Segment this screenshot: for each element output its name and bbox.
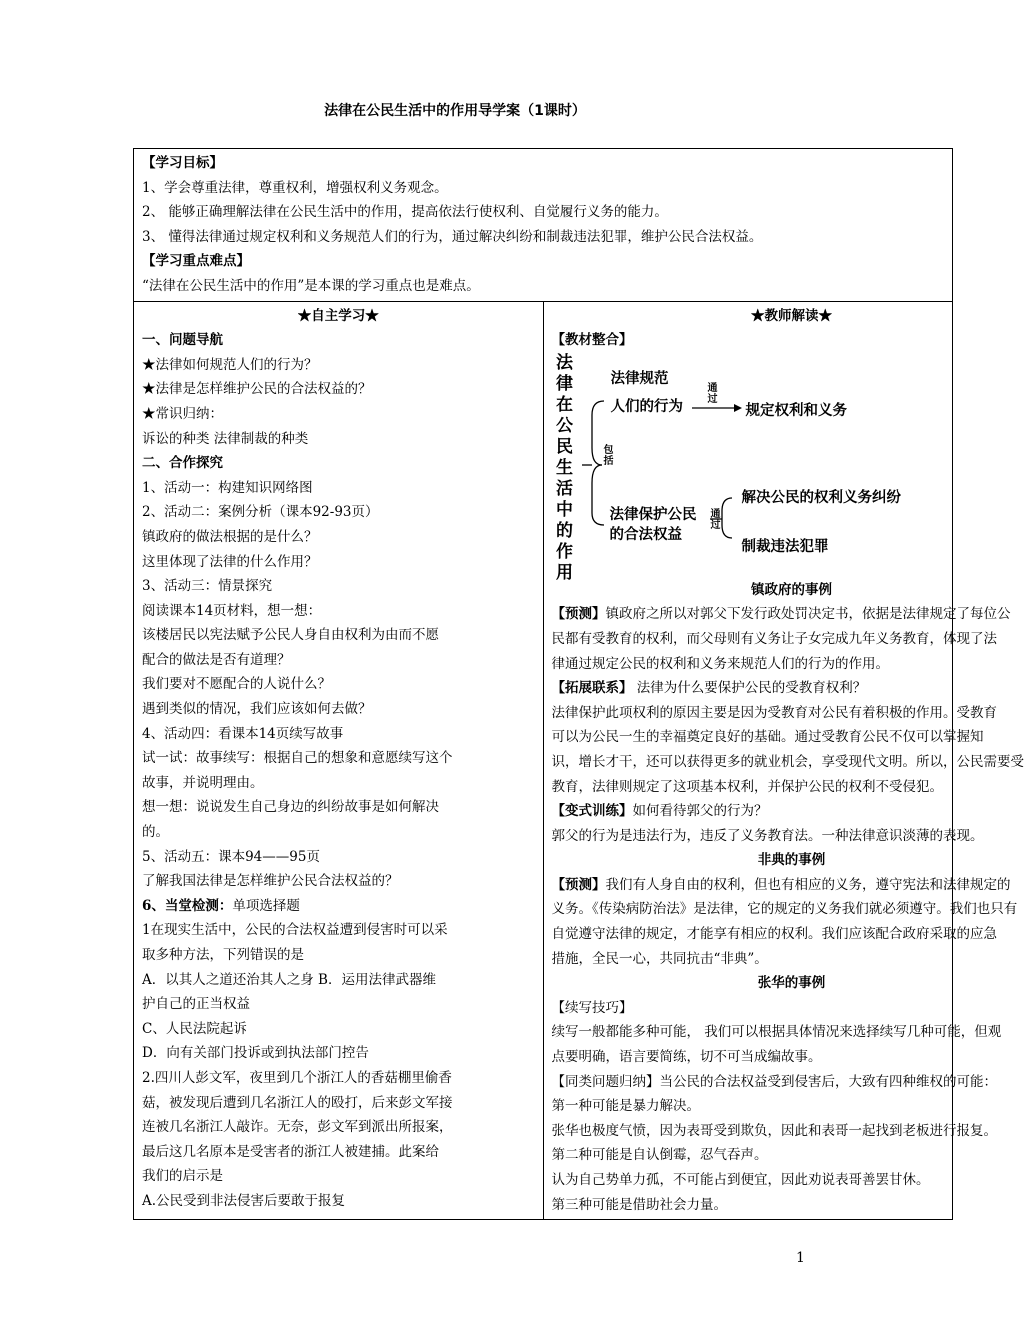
text-line	[552, 1119, 1032, 1144]
line-text: 菇，被发现后遭到几名浙江人的殴打，后来彭文军接	[142, 1094, 453, 1111]
line-text: C、人民法院起诉	[142, 1020, 247, 1037]
line-text: 非典的事例	[757, 852, 826, 869]
line-text: ★常识归纳：	[142, 405, 223, 422]
text-line	[142, 574, 535, 599]
key-points-heading: 【学习重点难点】	[142, 253, 250, 270]
line-text: 第一种可能是暴力解决。	[551, 1098, 700, 1115]
line-text: D．向有关部门投诉或到执法部门控告	[142, 1045, 369, 1062]
text-line	[142, 894, 535, 919]
integration-heading: 【教材整合】	[551, 332, 633, 349]
text-line	[552, 1045, 1032, 1070]
line-text: 镇政府的做法根据的是什么？	[142, 528, 318, 545]
section-label: 【预测】	[551, 606, 606, 623]
line-text: 教育，法律则规定了这项基本权利，并保护公民的权利不受侵犯。	[551, 778, 943, 795]
line-text: 遇到类似的情况，我们应该如何去做？	[142, 701, 372, 718]
line-text: 郭父的行为是违法行为，违反了义务教育法。一种法律意识淡薄的表现。	[551, 827, 984, 844]
line-text: ★法律是怎样维护公民的合法权益的？	[142, 381, 372, 398]
text-line	[552, 775, 1032, 800]
line-text: 诉讼的种类 法律制裁的种类	[142, 430, 309, 447]
page-title	[0, 100, 950, 120]
diagram-branch2-line1: 法律保护公民	[609, 506, 697, 523]
line-text: 3、活动三：情景探究	[142, 578, 273, 595]
text-line	[142, 1115, 535, 1140]
study-guide-table	[133, 148, 1024, 1220]
text-line	[142, 353, 535, 378]
line-text: 法律为什么要保护公民的受教育权利？	[632, 680, 867, 697]
line-text: 想一想：说说发生自己身边的纠纷故事是如何解决	[142, 799, 439, 816]
line-text: 我们有人身自由的权利，但也有相应的义务，遵守宪法和法律规定的	[605, 876, 1011, 893]
text-line	[552, 701, 1032, 726]
line-text: 2.四川人彭文军，夜里到几个浙江人的香菇棚里偷香	[142, 1069, 452, 1086]
line-text: 5、活动五：课本94——95页	[142, 848, 320, 865]
text-line	[552, 996, 1032, 1021]
text-line	[142, 697, 535, 722]
self-study-header: ★自主学习★	[297, 307, 379, 324]
text-line	[142, 648, 535, 673]
line-text: 张华的事例	[757, 975, 826, 992]
text-line	[142, 795, 535, 820]
text-line	[142, 451, 535, 476]
line-text: 了解我国法律是怎样维护公民合法权益的？	[142, 873, 399, 890]
text-line	[552, 947, 1032, 972]
text-line	[552, 627, 1032, 652]
section-label: 【预测】	[551, 876, 606, 893]
line-text: 1在现实生活中，公民的合法权益遭到侵害时可以采	[142, 922, 448, 939]
text-line	[142, 992, 535, 1017]
text-line	[552, 897, 1032, 922]
diagram-result1: 规定权利和义务	[745, 402, 847, 419]
line-text: 民都有受教育的权利，而父母则有义务让子女完成九年义务教育，体现了法	[551, 630, 997, 647]
text-line	[142, 918, 535, 943]
text-line	[552, 750, 1032, 775]
teacher-column	[543, 301, 1024, 1220]
text-line	[552, 848, 1032, 873]
diagram-main-title: 法 律 在 公 民 生 活 中 的 作 用	[556, 352, 573, 583]
text-line	[552, 922, 1032, 947]
text-line	[552, 1193, 1032, 1218]
line-text: ★法律如何规范人们的行为？	[142, 356, 318, 373]
text-line	[552, 824, 1032, 849]
line-text: 第三种可能是借助社会力量。	[551, 1196, 727, 1213]
text-line	[552, 1070, 1032, 1095]
section-label: 【拓展联系】	[551, 680, 633, 697]
line-text: 法律保护此项权利的原因主要是因为受教育对公民有着积极的作用。受教育	[551, 704, 997, 721]
diagram-branch2-line2: 的合法权益	[609, 526, 682, 543]
line-text: 律通过规定公民的权利和义务来规范人们的行为的作用。	[551, 655, 889, 672]
goal-item: 2、 能够正确理解法律在公民生活中的作用，提高依法行使权利、自觉履行义务的能力。	[142, 204, 668, 221]
page-title-text: 法律在公民生活中的作用导学案（1课时）	[324, 103, 586, 119]
text-line	[552, 799, 1032, 824]
diagram-result2a: 解决公民的权利义务纠纷	[741, 489, 901, 506]
text-line	[142, 377, 535, 402]
text-line	[142, 845, 535, 870]
text-line	[552, 1143, 1032, 1168]
text-line	[552, 971, 1032, 996]
line-text: 的。	[142, 824, 169, 841]
text-line	[552, 1020, 1032, 1045]
line-text: 【同类问题归纳】当公民的合法权益受到侵害后，大致有四种维权的可能：	[551, 1073, 997, 1090]
diagram-branch1-line1: 法律规范	[610, 370, 669, 387]
line-text: 如何看待郭父的行为？	[632, 803, 768, 820]
line-text: 配合的做法是否有道理？	[142, 651, 291, 668]
text-line	[142, 943, 535, 968]
text-line	[142, 500, 535, 525]
key-points-text: “法律在公民生活中的作用”是本课的学习重点也是难点。	[142, 277, 480, 294]
text-line	[552, 652, 1032, 677]
line-text: A．以其人之道还治其人之身 B．运用法律武器维	[142, 971, 436, 988]
text-line	[142, 1017, 535, 1042]
line-text: 可以为公民一生的幸福奠定良好的基础。通过受教育公民不仅可以掌握知	[551, 729, 984, 746]
text-line	[142, 1091, 535, 1116]
text-line	[142, 746, 535, 771]
line-text: 试一试：故事续写：根据自己的想象和意愿续写这个	[142, 750, 453, 767]
text-line	[142, 672, 535, 697]
goal-item: 3、 懂得法律通过规定权利和义务规范人们的行为，通过解决纠纷和制裁违法犯罪，维护公民合法权益。	[142, 228, 763, 245]
line-text: A.公民受到非法侵害后要敢于报复	[142, 1192, 346, 1209]
line-text: 义务。《传染病防治法》是法律，它的规定的义务我们就必须遵守。我们也只有	[551, 901, 1018, 918]
text-line	[552, 725, 1032, 750]
diagram-via2-label: 通 过	[710, 508, 721, 531]
line-text: 【续写技巧】	[551, 999, 633, 1016]
line-text: 张华也极度气愤，因为表哥受到欺负，因此和表哥一起找到老板进行报复。	[551, 1122, 997, 1139]
line-text: 4、活动四：看课本14页续写故事	[142, 725, 344, 742]
diagram-includes-label: 包 括	[603, 444, 614, 467]
line-text: 6、当堂检测：	[142, 897, 233, 914]
line-text: 续写一般都能多种可能， 我们可以根据具体情况来选择续写几种可能，但观	[551, 1024, 1002, 1041]
line-text: 二、合作探究	[142, 455, 223, 472]
text-line	[142, 771, 535, 796]
text-line	[142, 623, 535, 648]
line-text: 故事，并说明理由。	[142, 774, 264, 791]
line-text: 识，增长才干，还可以获得更多的就业机会，享受现代文明。所以，公民需要受	[551, 753, 1024, 770]
teacher-header: ★教师解读★	[751, 307, 832, 324]
text-line	[142, 968, 535, 993]
text-line	[142, 722, 535, 747]
line-text: 2、活动二：案例分析（课本92-93页）	[142, 504, 379, 521]
text-line	[142, 1066, 535, 1091]
text-line	[142, 1140, 535, 1165]
text-line	[142, 1189, 535, 1214]
line-rest: 单项选择题	[232, 897, 300, 914]
line-text: 连被几名浙江人敲诈。无奈，彭文军到派出所报案，	[142, 1119, 453, 1136]
text-line	[142, 427, 535, 452]
line-text: 我们的启示是	[142, 1168, 223, 1185]
goal-item: 1、学会尊重法律，尊重权利，增强权利义务观念。	[142, 179, 448, 196]
line-text: 第二种可能是自认倒霉，忍气吞声。	[551, 1147, 768, 1164]
line-text: 点要明确，语言要简练，切不可当成编故事。	[551, 1049, 822, 1066]
text-line	[552, 873, 1032, 898]
text-line	[142, 550, 535, 575]
line-text: 自觉遵守法律的规定，才能享有相应的权利。我们应该配合政府采取的应急	[551, 926, 997, 943]
text-line	[142, 328, 535, 353]
line-text: 这里体现了法律的什么作用？	[142, 553, 318, 570]
line-text: 认为自己势单力孤，不可能占到便宜，因此劝说表哥善罢甘休。	[551, 1172, 930, 1188]
self-study-column	[134, 301, 544, 1220]
diagram-branch1-line2: 人们的行为	[610, 398, 683, 415]
line-text: 一、问题导航	[142, 332, 223, 349]
diagram-via1-label: 通 过	[707, 382, 718, 405]
line-text: 护自己的正当权益	[142, 996, 250, 1013]
line-text: 我们要对不愿配合的人说什么？	[142, 676, 331, 693]
goals-heading: 【学习目标】	[142, 155, 223, 171]
teacher-content	[552, 578, 1032, 1217]
line-text: 镇政府的事例	[751, 581, 832, 598]
line-text: 该楼居民以宪法赋予公民人身自由权利为由而不愿	[142, 627, 439, 644]
diagram-result2b: 制裁违法犯罪	[741, 538, 829, 555]
text-line	[552, 578, 1032, 603]
text-line	[142, 476, 535, 501]
line-text: 取多种方法，下列错误的是	[142, 947, 304, 963]
text-line	[142, 1164, 535, 1189]
text-line	[552, 1094, 1032, 1119]
text-line	[552, 602, 1032, 627]
text-line	[142, 525, 535, 550]
text-line	[552, 676, 1032, 701]
section-label: 【变式训练】	[551, 803, 633, 820]
text-line	[142, 599, 535, 624]
line-text: 最后这几名原本是受害者的浙江人被建捕。此案给	[142, 1143, 439, 1160]
line-text: 阅读课本14页材料，想一想：	[142, 602, 322, 619]
goals-cell	[134, 149, 953, 302]
line-text: 镇政府之所以对郭父下发行政处罚决定书，依据是法律规定了每位公	[605, 606, 1011, 623]
text-line	[552, 1168, 1032, 1193]
text-line	[142, 402, 535, 427]
self-study-content	[142, 328, 535, 1213]
line-text: 措施，全民一心，共同抗击“非典”。	[551, 950, 768, 967]
knowledge-diagram	[552, 352, 1032, 583]
text-line	[142, 820, 535, 845]
text-line	[142, 869, 535, 894]
line-text: 1、活动一：构建知识网络图	[142, 479, 313, 496]
text-line	[142, 1041, 535, 1066]
page-number: 1	[796, 1250, 805, 1266]
